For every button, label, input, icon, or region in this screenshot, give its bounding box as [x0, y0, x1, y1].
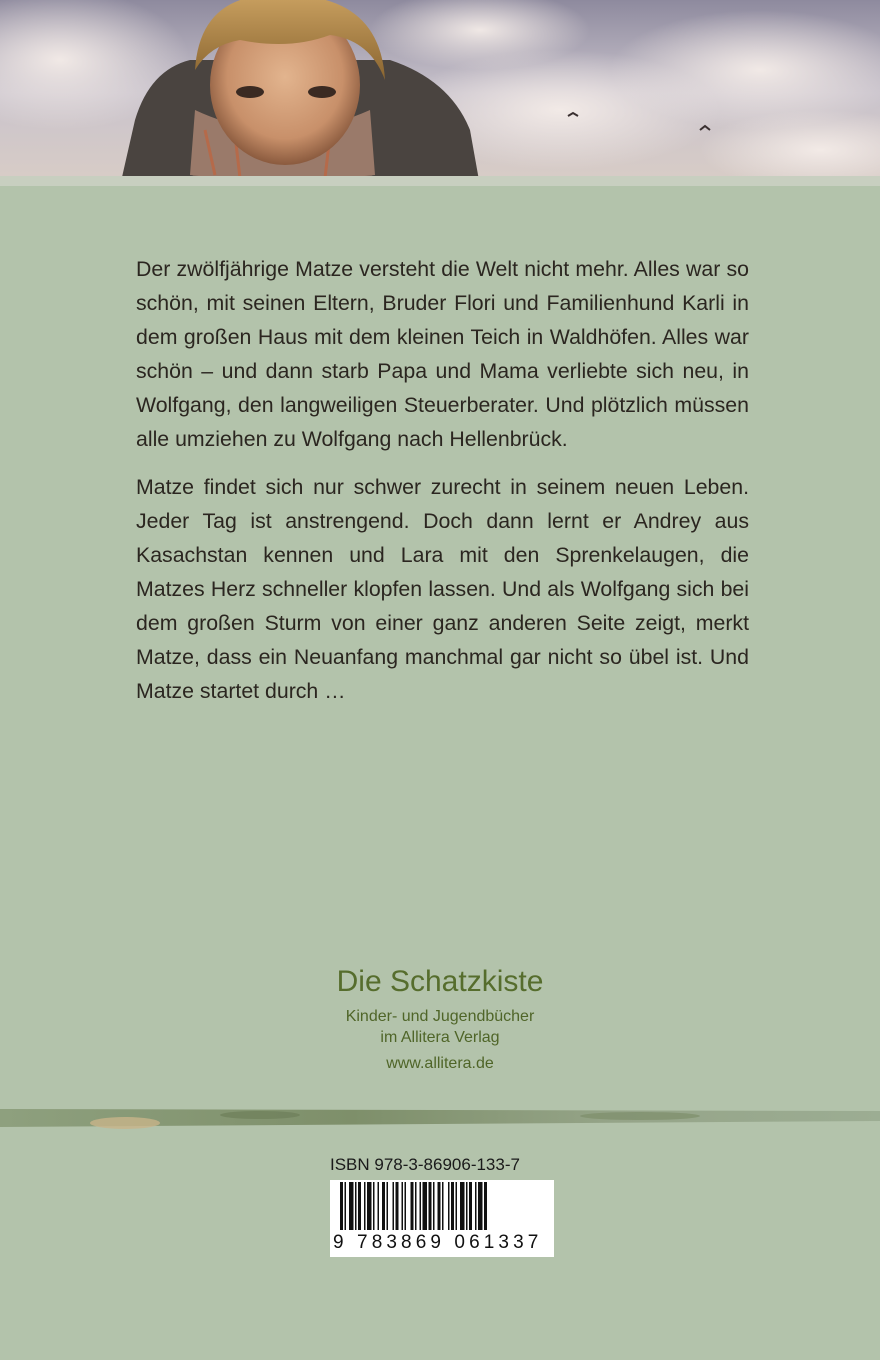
barcode-bar [382, 1182, 385, 1230]
barcode-bar [393, 1182, 395, 1230]
barcode-bar [411, 1182, 414, 1230]
decorative-strip [0, 1103, 880, 1133]
barcode-bar [378, 1182, 380, 1230]
publisher-line-1: Kinder- und Jugendbücher [345, 1008, 535, 1025]
cover-photo [0, 0, 880, 186]
publisher-url: www.allitera.de [386, 1055, 494, 1072]
publisher-line-2: im Allitera Verlag [380, 1029, 500, 1046]
barcode-digits: 9 783869 061337 [333, 1230, 553, 1256]
barcode-bar [402, 1182, 404, 1230]
blurb-paragraph: Der zwölfjährige Matze versteht die Welt nicht mehr. Alles war so schön, mit seinen Eltern, Bruder Flori und Familienhund Karli in dem großen Haus mit dem kleinen Teich in Waldhöfen. Alles war schön – und dann starb Papa und Mama verliebte sich neu, in Wolfgang, den langweiligen Steuerberater. Und plötzlich müssen alle umziehen zu Wolfgang nach Hellenbrück. [136, 257, 749, 451]
barcode-bar [358, 1182, 361, 1230]
barcode-bar [448, 1182, 450, 1230]
barcode-bar [420, 1182, 422, 1230]
barcode-bar [387, 1182, 389, 1230]
barcode-bar [466, 1182, 468, 1230]
barcode-bar [373, 1182, 375, 1230]
barcode-bar [405, 1182, 407, 1230]
barcode-bar [478, 1182, 483, 1230]
barcode-bar [345, 1182, 347, 1230]
barcode-bar [340, 1182, 343, 1230]
barcode-bar [423, 1182, 428, 1230]
barcode-bar [349, 1182, 354, 1230]
barcode-bar [484, 1182, 487, 1230]
barcode-bar [415, 1182, 417, 1230]
isbn-label: ISBN 978-3-86906-133-7 [330, 1155, 520, 1174]
barcode-bar [469, 1182, 472, 1230]
series-title: Die Schatzkiste [336, 965, 544, 998]
barcode-bar [396, 1182, 399, 1230]
barcode-bar [429, 1182, 432, 1230]
blurb-paragraph: Matze findet sich nur schwer zurecht in seinem neuen Leben. Jeder Tag ist anstrengend. Doch dann lernt er Andrey aus Kasachstan kennen und Lara mit den Sprenkelaugen, die Matzes Herz schneller klopfen lassen. Und als Wolfgang sich bei dem großen Sturm von einer ganz anderen Seite zeigt, merkt Matze, dass ein Neuanfang manchmal gar nicht so übel ist. Und Matze startet durch … [136, 475, 749, 703]
barcode-bar [367, 1182, 372, 1230]
blurb-text [136, 252, 749, 722]
barcode-bar [433, 1182, 435, 1230]
barcode-bar [438, 1182, 441, 1230]
barcode-bar [456, 1182, 458, 1230]
barcode-bar [364, 1182, 366, 1230]
barcode-bar [460, 1182, 465, 1230]
barcode-bar [355, 1182, 357, 1230]
barcode-bar [475, 1182, 477, 1230]
barcode-bar [451, 1182, 454, 1230]
barcode-bar [442, 1182, 444, 1230]
